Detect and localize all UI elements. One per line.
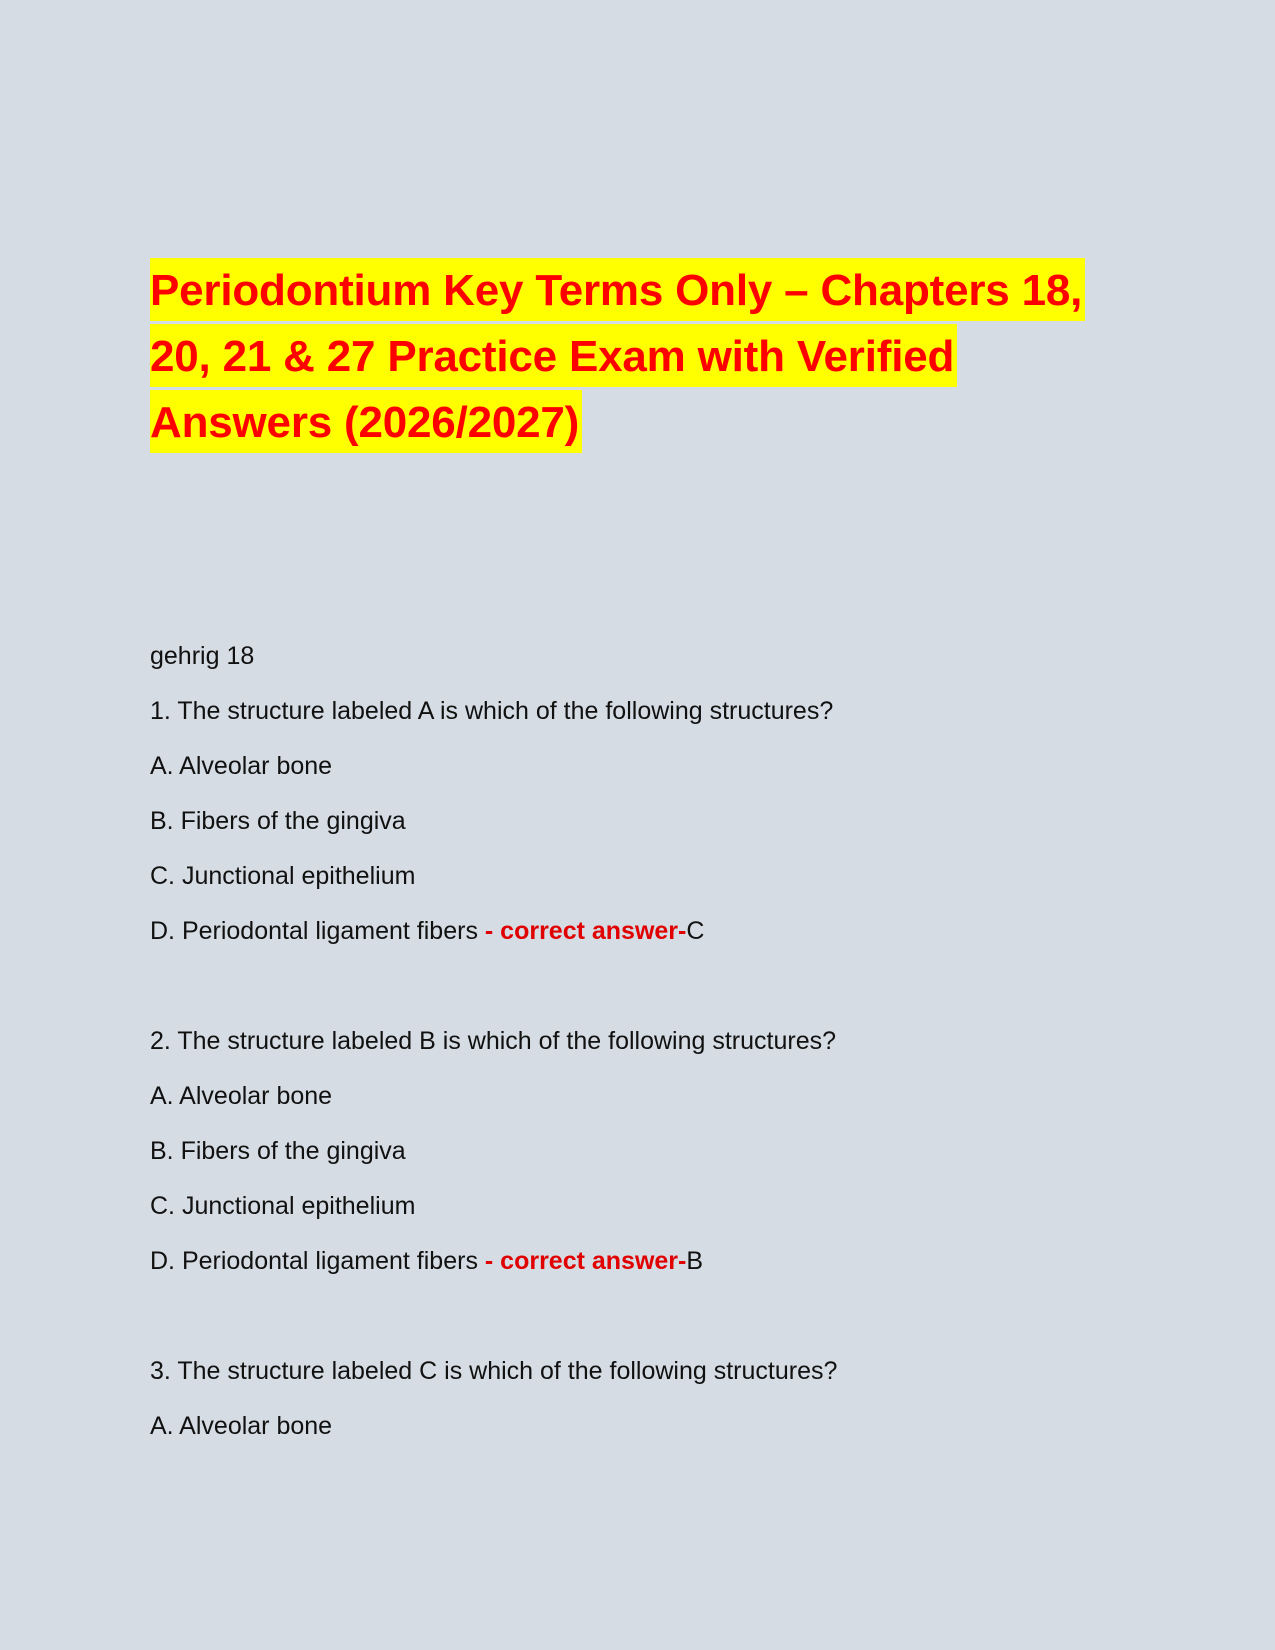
question-divider xyxy=(150,968,1150,1023)
option-c: C. Junctional epithelium xyxy=(150,862,416,890)
option-d-with-answer xyxy=(150,913,1150,968)
option-d: D. Periodontal ligament fibers xyxy=(150,917,485,945)
question-2 xyxy=(150,1023,1150,1298)
exam-content xyxy=(150,638,1150,1463)
option-b: B. Fibers of the gingiva xyxy=(150,1137,406,1165)
question-3 xyxy=(150,1353,1150,1463)
option-a: A. Alveolar bone xyxy=(150,752,333,780)
title-line-1: Periodontium Key Terms Only – Chapters 18, xyxy=(150,258,1085,321)
title-line-3: Answers (2026/2027) xyxy=(150,390,582,453)
section-label: gehrig 18 xyxy=(150,642,255,670)
option-d-with-answer xyxy=(150,1243,1150,1298)
question-prompt: 1. The structure labeled A is which of the following structures? xyxy=(150,697,834,725)
option-b: B. Fibers of the gingiva xyxy=(150,807,406,835)
title-line-2: 20, 21 & 27 Practice Exam with Verified xyxy=(150,324,957,387)
option-d: D. Periodontal ligament fibers xyxy=(150,1247,485,1275)
correct-answer-value: B xyxy=(686,1247,704,1275)
option-a: A. Alveolar bone xyxy=(150,1412,333,1440)
question-prompt: 3. The structure labeled C is which of the following structures? xyxy=(150,1357,838,1385)
correct-answer-value: C xyxy=(686,917,705,945)
correct-answer-marker: - correct answer- xyxy=(484,1247,687,1275)
question-1 xyxy=(150,693,1150,968)
option-c: C. Junctional epithelium xyxy=(150,1192,416,1220)
question-divider xyxy=(150,1298,1150,1353)
option-a: A. Alveolar bone xyxy=(150,1082,333,1110)
question-prompt: 2. The structure labeled B is which of the following structures? xyxy=(150,1027,836,1055)
document-title xyxy=(150,258,1130,456)
correct-answer-marker: - correct answer- xyxy=(484,917,687,945)
